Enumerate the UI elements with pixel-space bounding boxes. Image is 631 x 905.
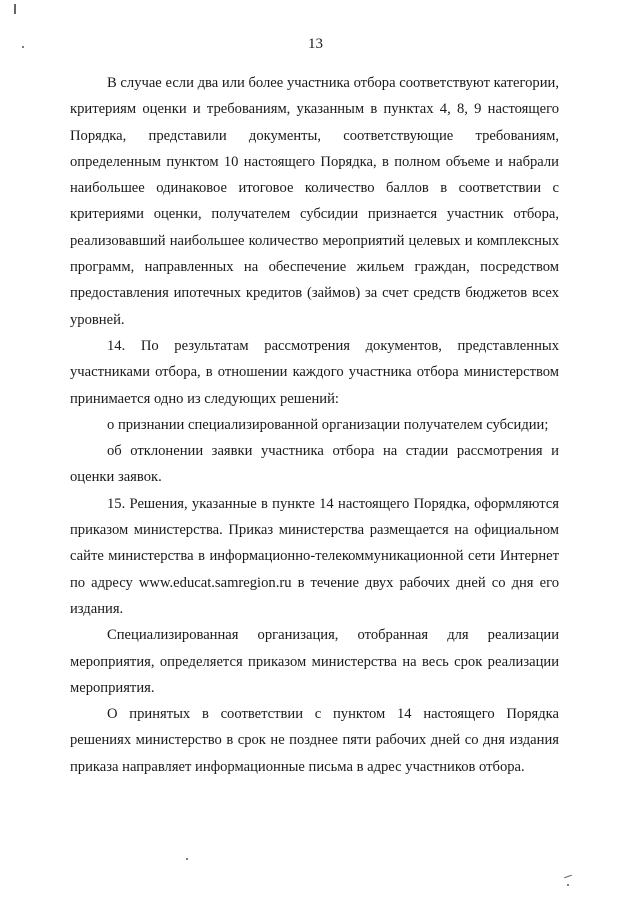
paragraph-notification: О принятых в соответствии с пунктом 14 настоящего Порядка решениях министерство в срок не позднее пяти рабочих дней со дня издания приказа направляет информационные письма в адрес участников отбора. xyxy=(70,706,559,775)
paragraph-specialized-org: Специализированная организация, отобранная для реализации мероприятия, определяется приказом министерства на весь срок реализации мероприятия. xyxy=(70,627,559,696)
scan-speck xyxy=(567,884,569,886)
paragraph-decision-approve: о признании специализированной организации получателем субсидии; xyxy=(107,416,549,433)
scan-mark-left xyxy=(14,4,16,14)
document-body xyxy=(70,70,559,780)
paragraph-15: 15. Решения, указанные в пункте 14 настоящего Порядка, оформляются приказом министерства. Приказ министерства размещается на официальном сайте министерства в информационно-телекоммуникационной сети Интернет по адресу www.educat.samregion.ru в течение двух рабочих дней со дня его издания. xyxy=(70,495,559,617)
paragraph-tie-break: В случае если два или более участника отбора соответствуют категории, критериям оценки и требованиям, указанным в пунктах 4, 8, 9 настоящего Порядка, представили документы, соответствующие требованиям, определенным пунктом 10 настоящего Порядка, в полном объеме и набрали наибольшее одинаковое итоговое количество баллов в соответствии с критериями оценки, получателем субсидии признается участник отбора, реализовавший наибольшее количество мероприятий целевых и комплексных программ, направленных на обеспечение жильем граждан, посредством предоставления ипотечных кредитов (займов) за счет средств бюджетов всех уровней. xyxy=(70,75,559,328)
paragraph-decision-reject: об отклонении заявки участника отбора на стадии рассмотрения и оценки заявок. xyxy=(70,443,559,486)
paragraph-14: 14. По результатам рассмотрения документов, представленных участниками отбора, в отношении каждого участника отбора министерством принимается одно из следующих решений: xyxy=(70,337,559,407)
page-number: 13 xyxy=(308,36,323,52)
scan-speck xyxy=(186,858,188,860)
scan-mark-bottom-right xyxy=(564,875,572,879)
